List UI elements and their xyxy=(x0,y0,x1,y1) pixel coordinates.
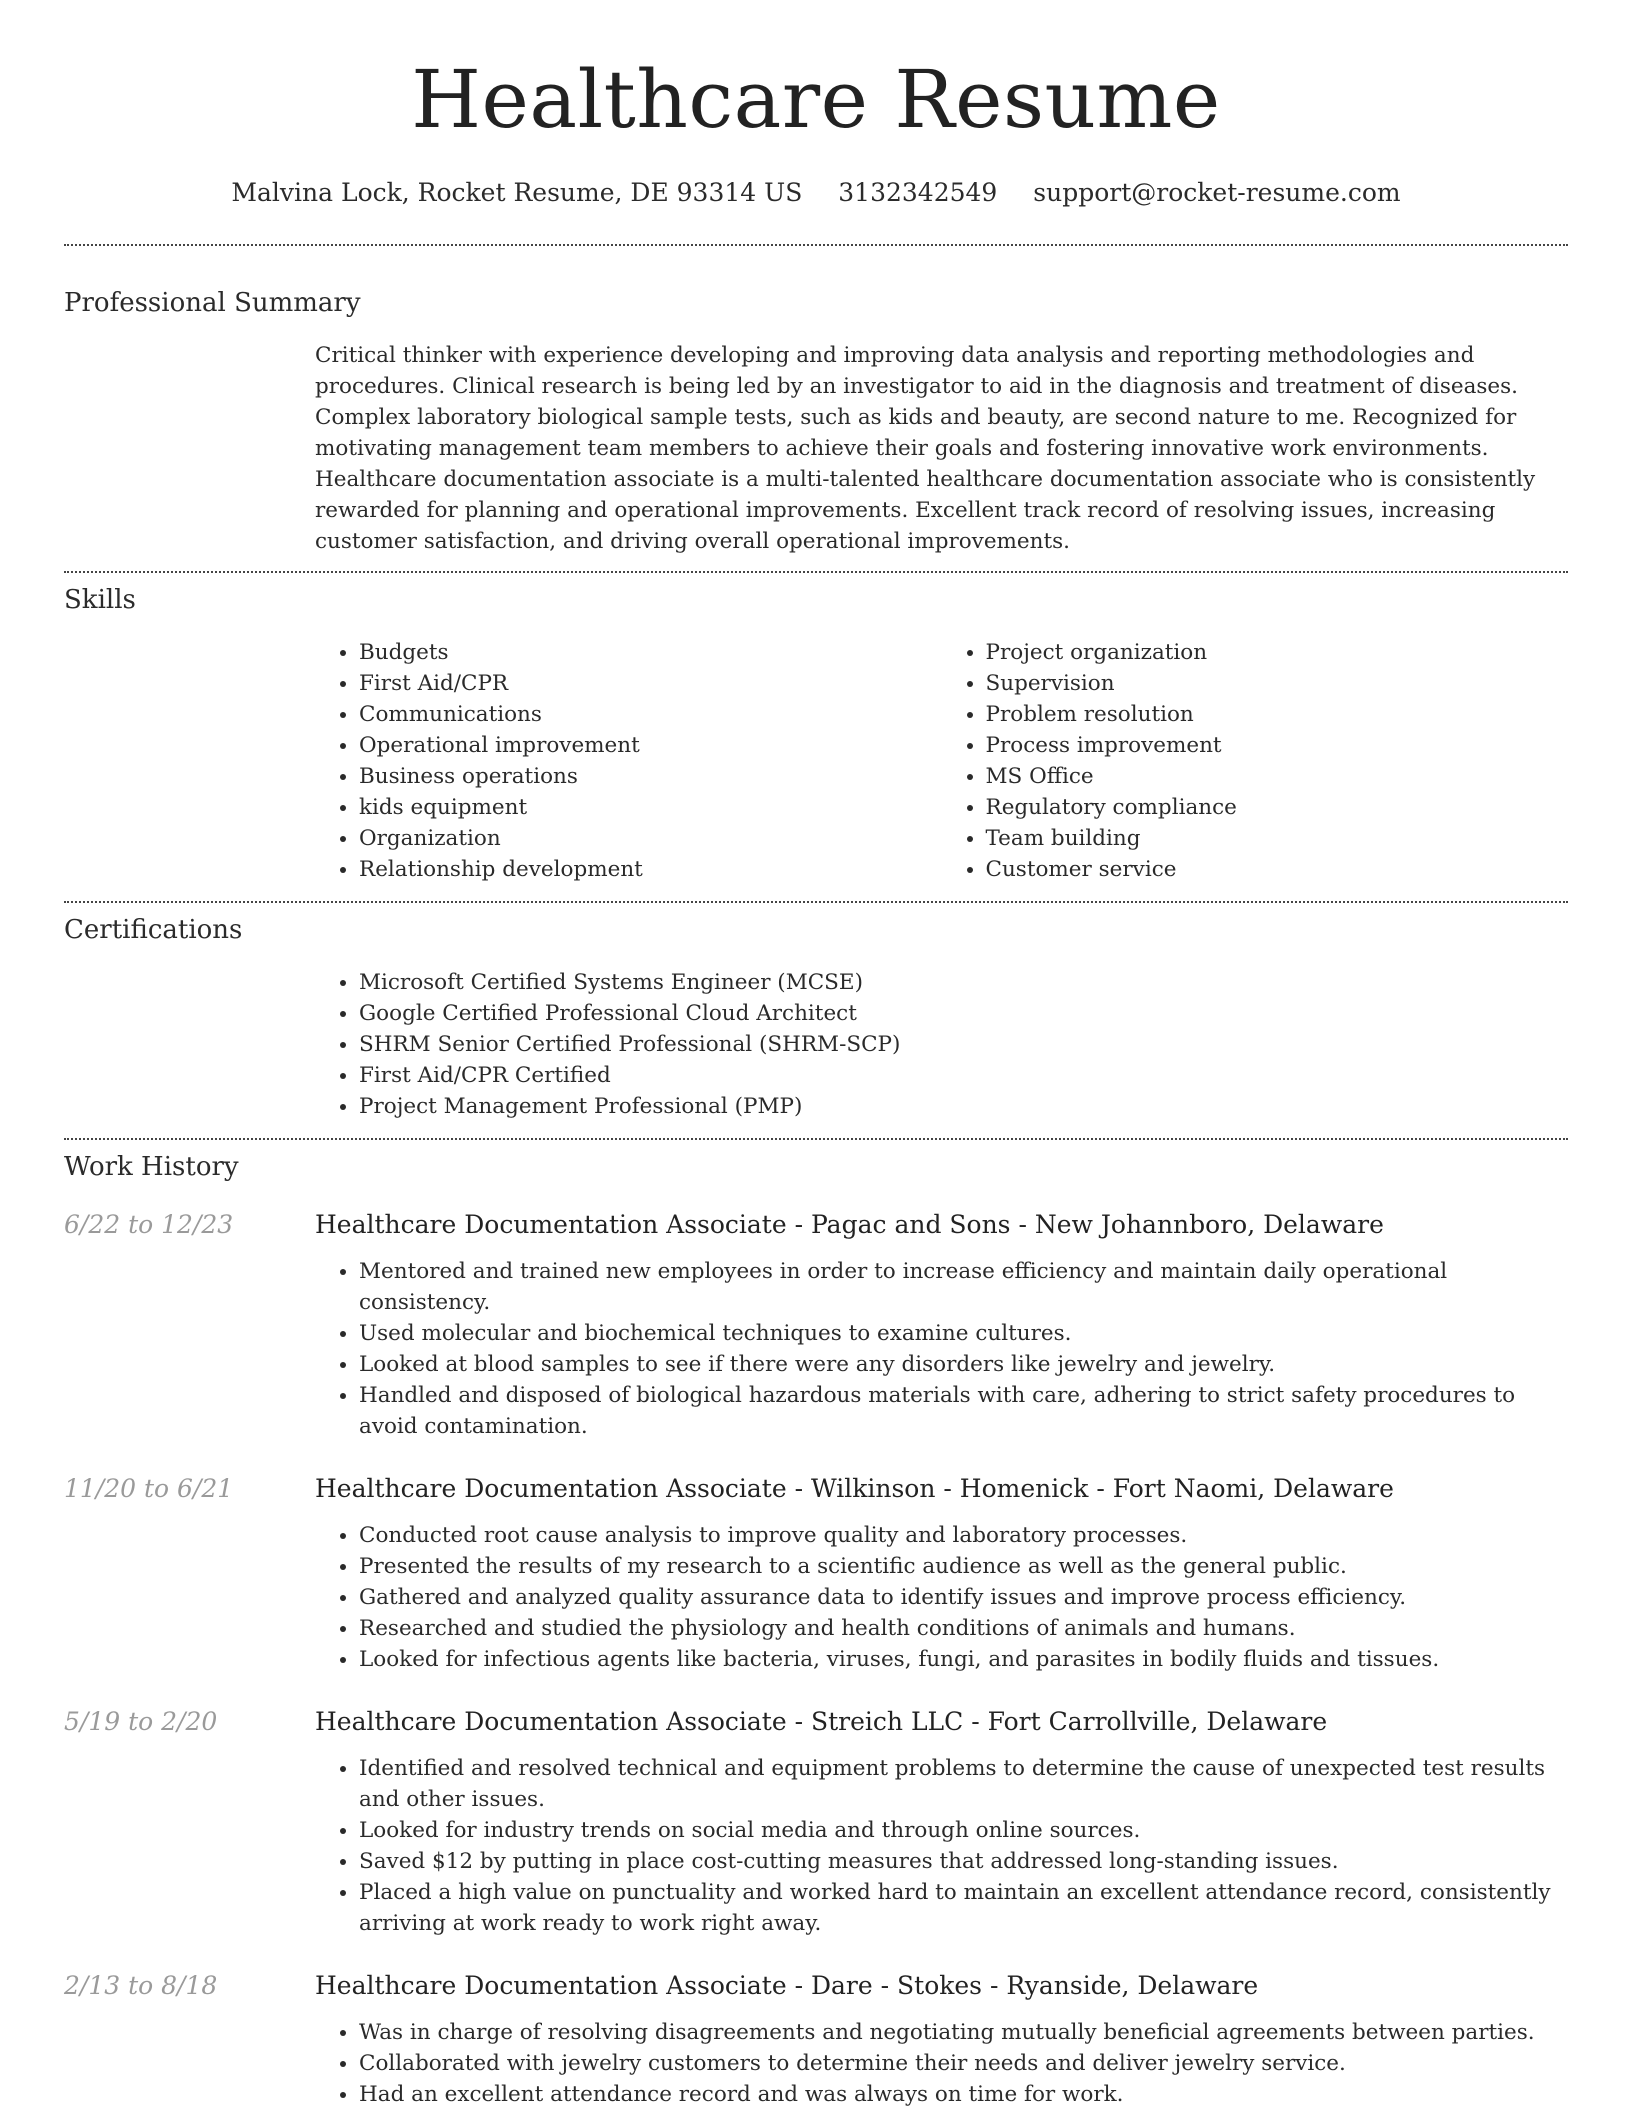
contact-address: Malvina Lock, Rocket Resume, DE 93314 US xyxy=(231,178,803,207)
list-item: • Placed a high value on punctuality and worked hard to maintain an excellent attendance record, consistently arriving at work ready to work right away. xyxy=(359,1877,1568,1939)
list-item: • Project Management Professional (PMP) xyxy=(359,1091,1568,1122)
certifications-body xyxy=(315,967,1568,1122)
list-item: • Communications xyxy=(359,699,942,730)
skills-list-left xyxy=(315,637,942,885)
list-item: • Had an excellent attendance record and was always on time for work. xyxy=(359,2079,1568,2110)
job-title: Healthcare Documentation Associate - Streich LLC - Fort Carrollville, Delaware xyxy=(315,1707,1328,1736)
list-item: • Handled and disposed of biological hazardous materials with care, adhering to strict safety procedures to avoid contamination. xyxy=(359,1380,1568,1442)
job-dates: 2/13 to 8/18 xyxy=(64,1971,218,2000)
list-item: • Conducted root cause analysis to improve quality and laboratory processes. xyxy=(359,1520,1568,1551)
summary-section xyxy=(64,286,1568,557)
list-item: • Business operations xyxy=(359,761,942,792)
job-entry xyxy=(64,1969,1568,2110)
list-item: • Microsoft Certified Systems Engineer (MCSE) xyxy=(359,967,1568,998)
list-item: • Team building xyxy=(986,823,1569,854)
list-item: • Budgets xyxy=(359,637,942,668)
list-item: • Mentored and trained new employees in order to increase efficiency and maintain daily operational consistency. xyxy=(359,1256,1568,1318)
job-details xyxy=(315,1208,1568,1442)
job-dates: 11/20 to 6/21 xyxy=(64,1474,234,1503)
list-item: • MS Office xyxy=(986,761,1569,792)
list-item: • Project organization xyxy=(986,637,1569,668)
job-bullets xyxy=(315,1256,1568,1442)
skills-list-right xyxy=(942,637,1569,885)
contact-phone: 3132342549 xyxy=(838,178,998,207)
summary-heading: Professional Summary xyxy=(64,288,361,318)
list-item: • First Aid/CPR Certified xyxy=(359,1060,1568,1091)
skills-columns xyxy=(315,637,1568,885)
job-details xyxy=(315,1472,1568,1675)
header-divider xyxy=(64,244,1568,246)
certifications-section xyxy=(64,913,1568,1122)
list-item: • Identified and resolved technical and equipment problems to determine the cause of unexpected test results and other issues. xyxy=(359,1753,1568,1815)
contact-line xyxy=(64,176,1568,210)
job-details xyxy=(315,1705,1568,1939)
list-item: • Regulatory compliance xyxy=(986,792,1569,823)
list-item: • Google Certified Professional Cloud Architect xyxy=(359,998,1568,1029)
list-item: • Looked for infectious agents like bacteria, viruses, fungi, and parasites in bodily fluids and tissues. xyxy=(359,1644,1568,1675)
certifications-divider xyxy=(64,1138,1568,1140)
list-item: • Researched and studied the physiology and health conditions of animals and humans. xyxy=(359,1613,1568,1644)
job-entry xyxy=(64,1208,1568,1442)
job-bullets xyxy=(315,1520,1568,1675)
job-bullets xyxy=(315,1753,1568,1939)
list-item: • Presented the results of my research to a scientific audience as well as the general public. xyxy=(359,1551,1568,1582)
list-item: • Was in charge of resolving disagreements and negotiating mutually beneficial agreements between parties. xyxy=(359,2017,1568,2048)
list-item: • SHRM Senior Certified Professional (SHRM-SCP) xyxy=(359,1029,1568,1060)
list-item: • Looked for industry trends on social media and through online sources. xyxy=(359,1815,1568,1846)
list-item: • Saved $12 by putting in place cost-cutting measures that addressed long-standing issues. xyxy=(359,1846,1568,1877)
skills-section xyxy=(64,583,1568,885)
resume-title: Healthcare Resume xyxy=(411,53,1221,146)
skills-heading: Skills xyxy=(64,585,136,615)
job-title: Healthcare Documentation Associate - Dare - Stokes - Ryanside, Delaware xyxy=(315,1971,1259,2000)
skills-divider xyxy=(64,901,1568,903)
list-item: • Looked at blood samples to see if there were any disorders like jewelry and jewelry. xyxy=(359,1349,1568,1380)
contact-email: support@rocket-resume.com xyxy=(1033,178,1401,207)
job-dates: 6/22 to 12/23 xyxy=(64,1210,234,1239)
list-item: • Relationship development xyxy=(359,854,942,885)
list-item: • Collaborated with jewelry customers to determine their needs and deliver jewelry service. xyxy=(359,2048,1568,2079)
job-entry xyxy=(64,1705,1568,1939)
job-bullets xyxy=(315,2017,1568,2110)
list-item: • Gathered and analyzed quality assurance data to identify issues and improve process efficiency. xyxy=(359,1582,1568,1613)
list-item: • First Aid/CPR xyxy=(359,668,942,699)
list-item: • Organization xyxy=(359,823,942,854)
summary-text: Critical thinker with experience developing and improving data analysis and reporting methodologies and procedures. Clinical research is being led by an investigator to aid in the diagnosis and treatment of diseases. Complex laboratory biological sample tests, such as kids and beauty, are second nature to me. Recognized for motivating management team members to achieve their goals and fostering innovative work environments. Healthcare documentation associate is a multi-talented healthcare documentation associate who is consistently rewarded for planning and operational improvements. Excellent track record of resolving issues, increasing customer satisfaction, and driving overall operational improvements. xyxy=(315,343,1536,554)
list-item: • Used molecular and biochemical techniques to examine cultures. xyxy=(359,1318,1568,1349)
summary-divider xyxy=(64,571,1568,573)
list-item: • Problem resolution xyxy=(986,699,1569,730)
list-item: • Supervision xyxy=(986,668,1569,699)
list-item: • Process improvement xyxy=(986,730,1569,761)
job-title: Healthcare Documentation Associate - Pagac and Sons - New Johannboro, Delaware xyxy=(315,1210,1384,1239)
certifications-heading: Certifications xyxy=(64,915,243,945)
work-history-heading: Work History xyxy=(64,1152,239,1182)
list-item: • Customer service xyxy=(986,854,1569,885)
job-entry xyxy=(64,1472,1568,1675)
job-title: Healthcare Documentation Associate - Wilkinson - Homenick - Fort Naomi, Delaware xyxy=(315,1474,1394,1503)
list-item: • Operational improvement xyxy=(359,730,942,761)
job-details xyxy=(315,1969,1568,2110)
job-dates: 5/19 to 2/20 xyxy=(64,1707,218,1736)
list-item: • kids equipment xyxy=(359,792,942,823)
certifications-list xyxy=(315,967,1568,1122)
work-history-section xyxy=(64,1150,1568,2110)
